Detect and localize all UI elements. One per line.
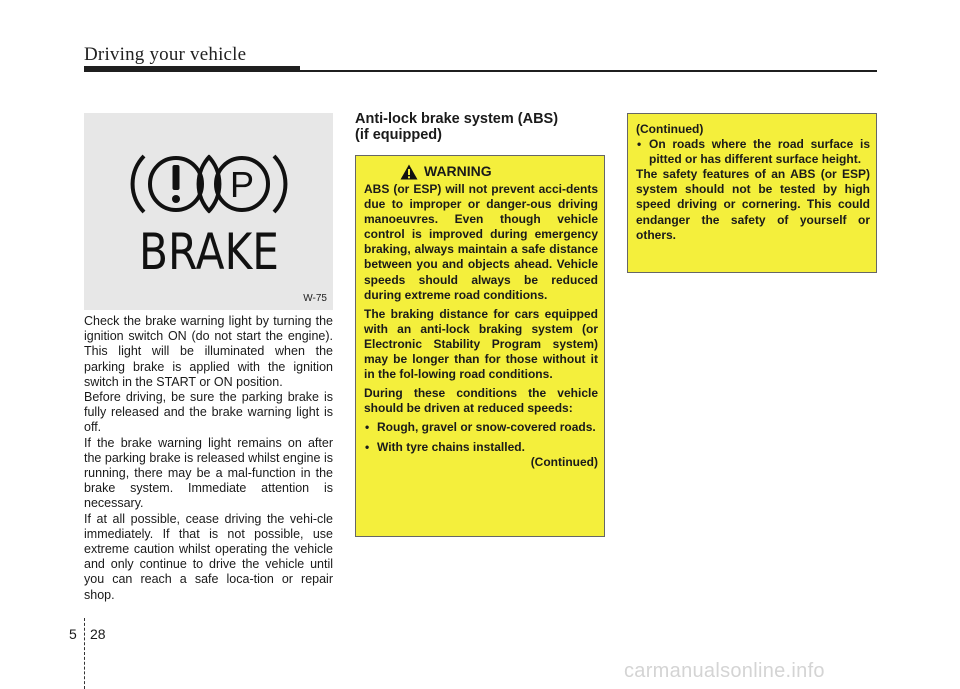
lamp-letter: P xyxy=(229,164,255,205)
continued-label: (Continued) xyxy=(530,454,598,469)
body-paragraph: Check the brake warning light by turning the ignition switch ON (do not start the engine). This light will be illuminated when the parking brake is applied with the ignition switch in the START or ON position. xyxy=(84,314,333,389)
warning-bullet: • Rough, gravel or snow-covered roads. xyxy=(364,420,598,435)
continued-paragraph: The safety features of an ABS (or ESP) system should not be tested by high speed driving or cornering. This could endanger the safety of yourself or others. xyxy=(636,167,870,242)
section-title xyxy=(355,111,605,143)
warning-bullets xyxy=(364,420,598,454)
brake-warning-figure xyxy=(84,113,333,310)
page-number: 28 xyxy=(90,626,106,642)
brake-warning-lamp-icon xyxy=(84,113,333,310)
warning-triangle-icon xyxy=(400,164,418,180)
continued-bullets xyxy=(636,137,870,167)
figure-code: W-75 xyxy=(303,293,327,304)
section-title-line: (if equipped) xyxy=(355,127,442,143)
warning-bullet: • With tyre chains installed. xyxy=(364,440,598,455)
warning-heading xyxy=(400,164,598,180)
continued-bullet: • On roads where the road surface is pitted or has different surface height. xyxy=(636,137,870,167)
header-rule-thick xyxy=(84,66,300,72)
warning-paragraph: The braking distance for cars equipped with an anti-lock braking system (or Electronic Stability Program system) may be longer than for those without it in the fol-lowing road conditions. xyxy=(364,306,598,382)
warning-title: WARNING xyxy=(424,163,492,180)
section-title-line: Anti-lock brake system (ABS) xyxy=(355,111,559,127)
body-paragraph: Before driving, be sure the parking brake is fully released and the brake warning light is off. xyxy=(84,390,333,435)
continued-heading: (Continued) xyxy=(636,122,704,136)
footer-divider xyxy=(84,618,85,689)
continued-warning-box xyxy=(627,113,877,273)
body-paragraph: If the brake warning light remains on after the parking brake is released whilst engine is running, there may be a mal-function in the brake system. Immediate attention is necessary. xyxy=(84,435,333,511)
watermark: carmanualsonline.info xyxy=(624,660,825,682)
lamp-word: BRAKE xyxy=(139,223,279,281)
brake-light-body-text xyxy=(84,314,333,603)
chapter-number: 5 xyxy=(69,626,77,642)
warning-paragraph: ABS (or ESP) will not prevent acci-dents due to improper or danger-ous driving manoeuvres. Even though vehicle control is improved during emergency braking, always maintain a safe distance between you and objects ahead. Vehicle speeds should always be reduced during extreme road conditions. xyxy=(364,182,598,302)
header-rule-thin xyxy=(300,70,877,72)
page-header-title: Driving your vehicle xyxy=(84,44,247,65)
warning-paragraph: During these conditions the vehicle should be driven at reduced speeds: xyxy=(364,386,598,416)
body-paragraph: If at all possible, cease driving the vehi-cle immediately. If that is not possible, use extreme caution whilst operating the vehicle and only continue to drive the vehicle until you can reach a safe loca-tion or repair shop. xyxy=(84,511,333,602)
warning-box xyxy=(355,155,605,537)
